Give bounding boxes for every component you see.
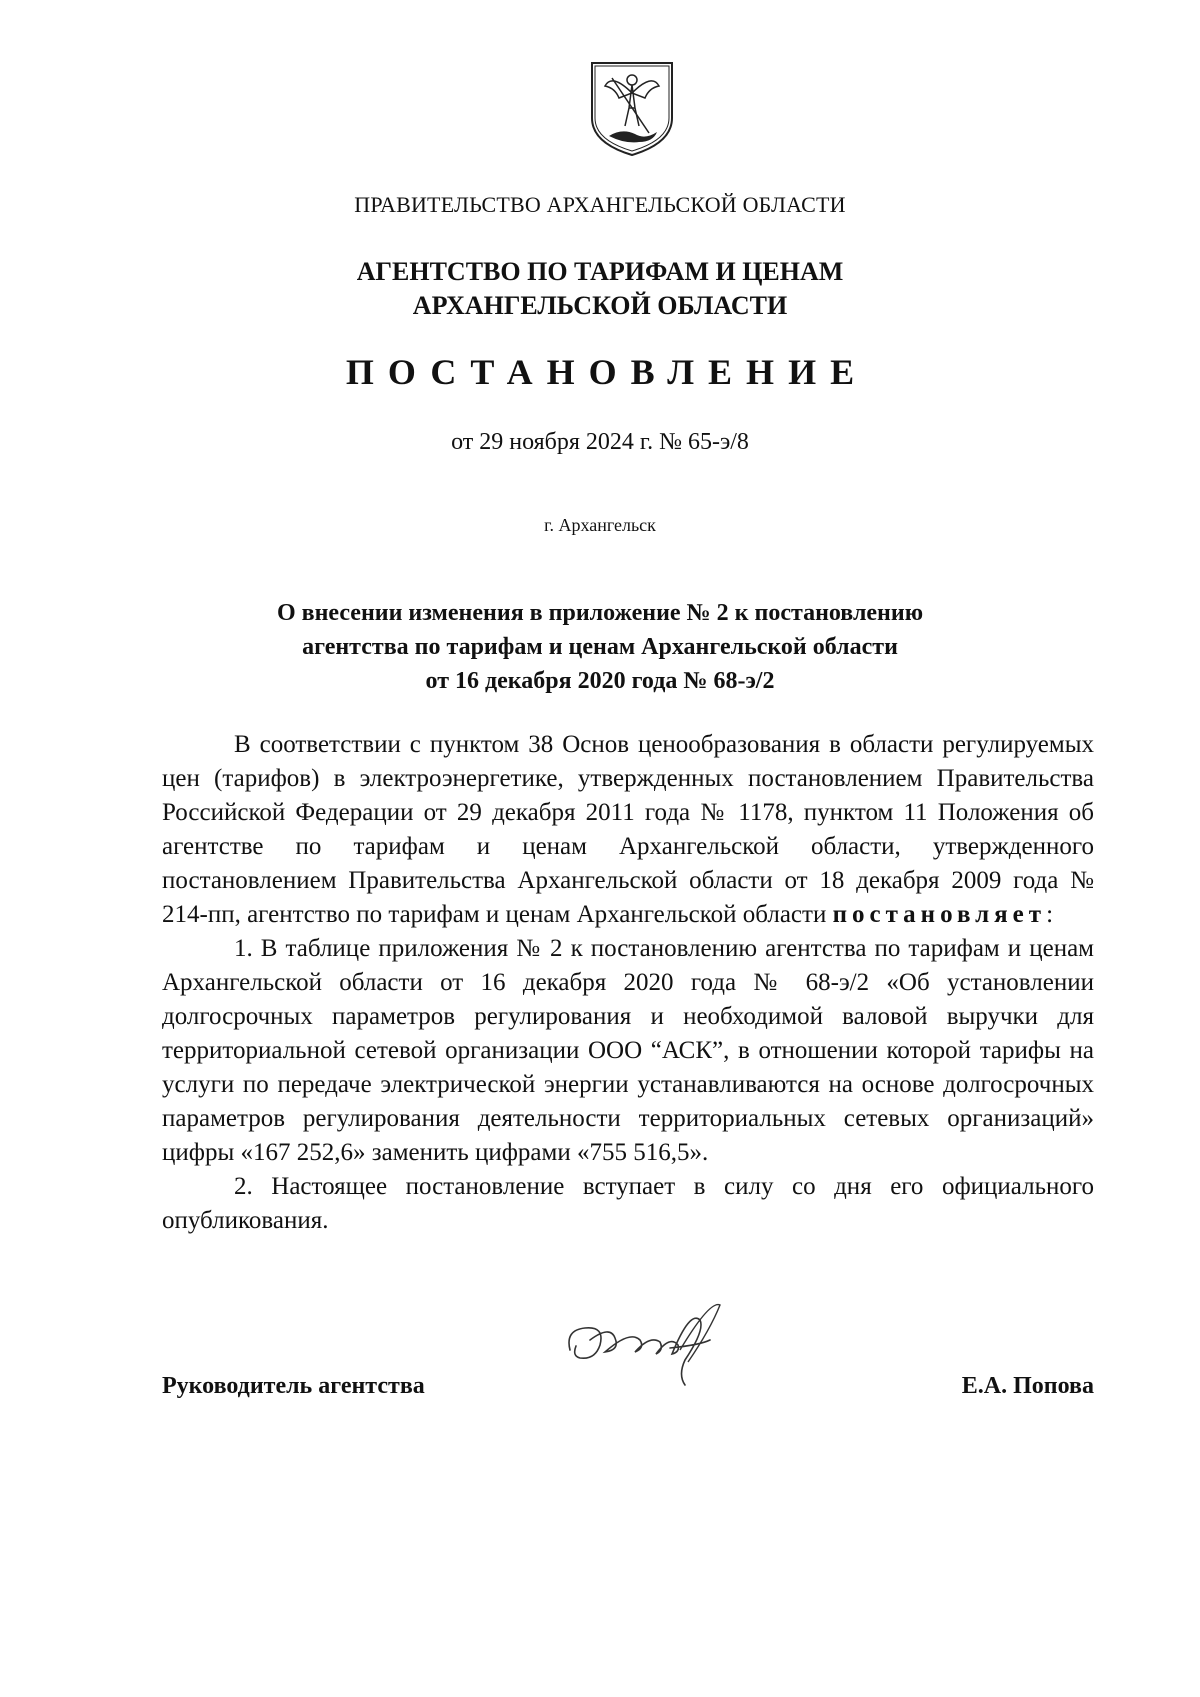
subject-line2: агентства по тарифам и ценам Архангельской области bbox=[302, 634, 898, 660]
agency-name-line1: АГЕНТСТВО ПО ТАРИФАМ И ЦЕНАМ bbox=[356, 257, 844, 286]
handwritten-signature bbox=[560, 1290, 760, 1400]
signatory-position: Руководитель агентства bbox=[162, 1373, 425, 1399]
document-date-number: от 29 ноября 2024 г. № 65-э/8 bbox=[451, 429, 749, 455]
subject-line3: от 16 декабря 2020 года № 68-э/2 bbox=[425, 668, 775, 694]
intro-text: В соответствии с пунктом 38 Основ ценообразования в области регулируемых цен (тарифов) в электроэнергетике, утвержденных постановлением Правительства Российской Федерации от 29 декабря 2011 года № 1178, пунктом 11 Положения об агентстве по тарифам и ценам Архангельской области, утвержденного постановлением Правительства Архангельской области от 18 декабря 2009 года № 214-пп, агентство по тарифам и ценам Архангельской области bbox=[162, 731, 1094, 928]
intro-paragraph bbox=[162, 728, 1094, 932]
coat-of-arms-icon bbox=[587, 58, 677, 158]
item-2-paragraph: 2. Настоящее постановление вступает в силу со дня его официального опубликования. bbox=[162, 1173, 1094, 1234]
document-body bbox=[162, 728, 1094, 1238]
document-subject bbox=[0, 596, 1200, 698]
resolves-colon: : bbox=[1046, 901, 1054, 928]
agency-name bbox=[0, 255, 1200, 323]
signatory-name: Е.А. Попова bbox=[961, 1373, 1094, 1399]
document-city: г. Архангельск bbox=[544, 515, 656, 535]
subject-line1: О внесении изменения в приложение № 2 к постановлению bbox=[276, 600, 924, 626]
resolves-word: постановляет bbox=[832, 901, 1047, 928]
government-name: ПРАВИТЕЛЬСТВО АРХАНГЕЛЬСКОЙ ОБЛАСТИ bbox=[354, 192, 846, 217]
agency-name-line2: АРХАНГЕЛЬСКОЙ ОБЛАСТИ bbox=[412, 291, 788, 320]
document-type: ПОСТАНОВЛЕНИЕ bbox=[345, 352, 869, 392]
item-1-paragraph: 1. В таблице приложения № 2 к постановлению агентства по тарифам и ценам Архангельской области от 16 декабря 2020 года № 68-э/2 «Об установлении долгосрочных параметров регулирования и необходимой валовой выручки для территориальной сетевой организации ООО “АСК”, в отношении которой тарифы на услуги по передаче электрической энергии устанавливаются на основе долгосрочных параметров регулирования деятельности территориальных сетевых организаций» цифры «167 252,6» заменить цифрами «755 516,5». bbox=[162, 935, 1094, 1166]
